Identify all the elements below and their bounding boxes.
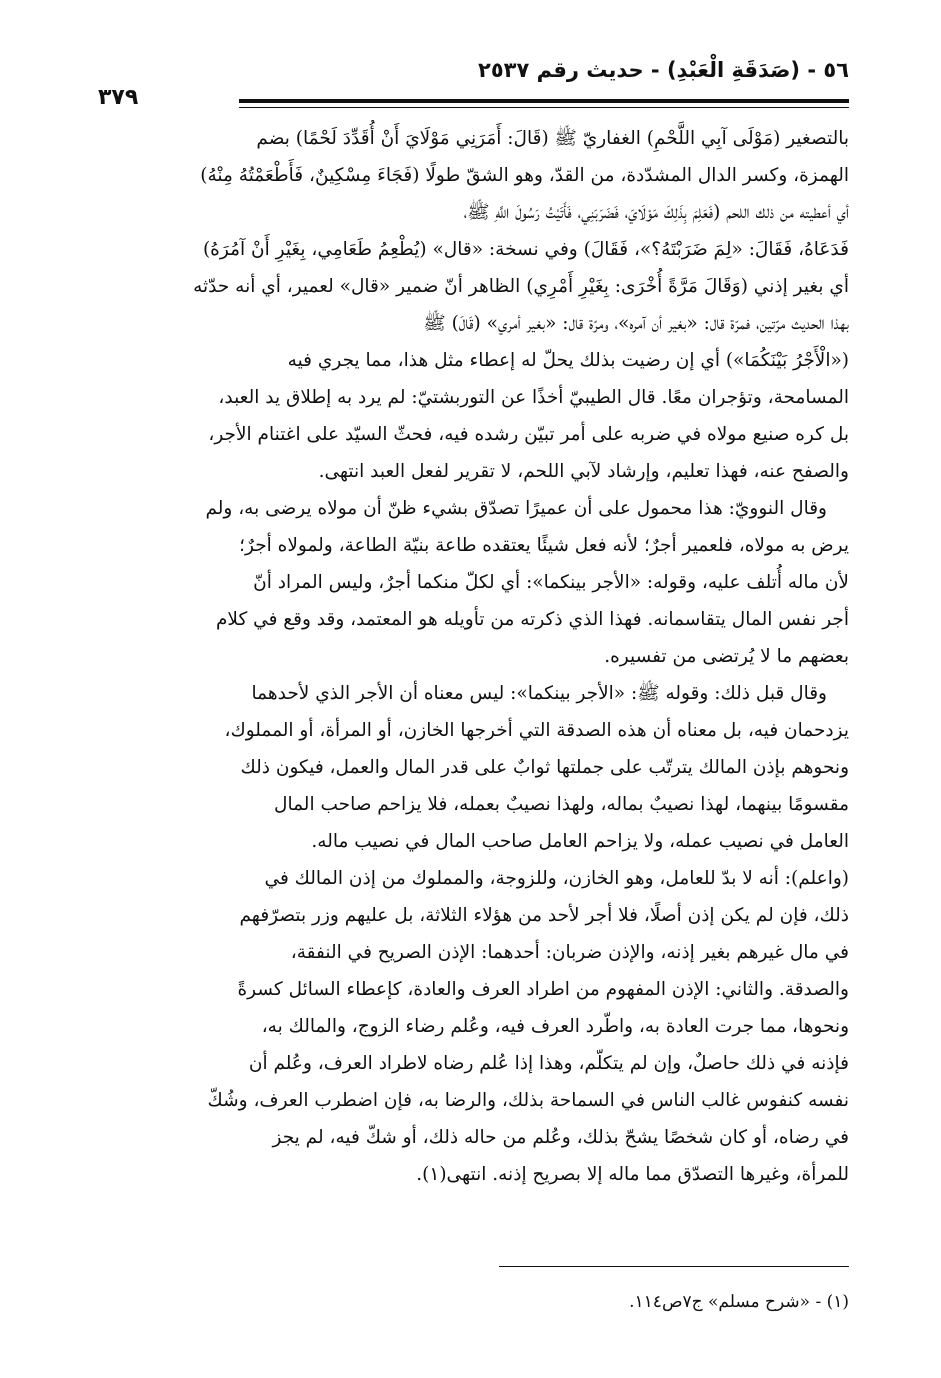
text-line: ذلك، فإن لم يكن إذن أصلًا، فلا أجر لأحد من هؤلاء الثلاثة، بل عليهم وزر بتصرّفهم (239, 905, 849, 926)
body-text (101, 120, 849, 1193)
text-line: العامل في نصيب عمله، ولا يزاحم العامل صاحب المال في نصيب ماله. (311, 831, 849, 852)
text-line: مقسومًا بينهما، لهذا نصيبٌ بماله، ولهذا نصيبٌ بعمله، فلا يزاحم صاحب المال (274, 794, 849, 815)
text-line: يزدحمان فيه، بل معناه أن هذه الصدقة التي أخرجها الخازن، أو المرأة، أو المملوك، (224, 720, 849, 741)
text-line: والصدقة. والثاني: الإذن المفهوم من اطراد العرف والعادة، كإعطاء السائل كسرةً (237, 979, 849, 1000)
header-rule (239, 99, 849, 103)
text-line: الهمزة، وكسر الدال المشدّدة، من القدّ، وهو الشقّ طولًا (فَجَاءَ مِسْكِينٌ، فَأَطْعَمْتُهُ مِنْهُ) (200, 165, 849, 186)
text-line: فإذنه في ذلك حاصلٌ، وإن لم يتكلّم، وهذا إذا عُلم رضاه لاطراد العرف، وعُلم أن (248, 1053, 849, 1074)
header-rule-thin (239, 107, 849, 108)
text-line: للمرأة، وغيرها التصدّق مما ماله إلا بصريح إذنه. انتهى(١). (416, 1164, 849, 1185)
text-line: أي بغير إذني (وَقَالَ مَرَّةً أُخْرَى: بِغَيْرِ أَمْرِي) الظاهر أنّ ضمير «قال» لعمير، أي أنه حدّثه (193, 276, 849, 297)
running-header: ٥٦ - (صَدَقَةِ الْعَبْدِ) - حديث رقم ٢٥٣٧ (478, 58, 849, 82)
text-line: يرض به مولاه، فلعمير أجرٌ؛ لأنه فعل شيئًا يعتقده طاعة بنيّة الطاعة، ولمولاه أجرٌ؛ (239, 535, 849, 556)
text-line: فَدَعَاهُ، فَقَالَ: «لِمَ ضَرَبْتَهُ؟»، فَقَالَ) وفي نسخة: «قال» (يُطْعِمُ طَعَامِي، بِغَيْرِ أَنْ آمُرَهُ) (202, 239, 849, 260)
text-line: (واعلم): أنه لا بدّ للعامل، وهو الخازن، وللزوجة، والمملوك من إذن المالك في (264, 868, 849, 889)
text-line: بالتصغير (مَوْلَى آبِي اللَّحْمِ) الغفاريّ ﷺ (قَالَ: أَمَرَنِي مَوْلَايَ أَنْ أُقَدِّدَ لَحْمًا) بضم (256, 128, 849, 149)
text-line: وقال النوويّ: هذا محمول على أن عميرًا تصدّق بشيء ظنّ أن مولاه يرضى به، ولم (205, 498, 827, 519)
text-line: المسامحة، وتؤجران معًا. قال الطيبيّ أخذًا عن التوربشتيّ: لم يرد به إطلاق يد العبد، (218, 387, 849, 408)
text-line: في مال غيرهم بغير إذنه، والإذن ضربان: أحدهما: الإذن الصريح في النفقة، (290, 942, 849, 963)
text-line: بل كره صنيع مولاه في ضربه على أمر تبيّن رشده فيه، فحثّ السيّد على اغتنام الأجر، (208, 424, 849, 445)
text-line: لأن ماله أُتلف عليه، وقوله: «الأجر بينكما»: أي لكلّ منكما أجرٌ، وليس المراد أنّ (253, 572, 849, 593)
footnote: (١) - «شرح مسلم» ج٧ص١١٤. (629, 1292, 849, 1312)
text-line: ونحوها، مما جرت العادة به، واطّرد العرف فيه، وعُلم رضاء الزوج، والمالك به، (261, 1016, 849, 1037)
text-line: ونحوهم بإذن المالك يترتّب على جملتها ثوابٌ على قدر المال والعمل، فيكون ذلك (240, 757, 849, 778)
text-line: بهذا الحديث مرّتين، فمرّة قال: «بغير أن آمره»، ومرّة قال: «بغير أمري» (قَالَ) ﷺ (423, 313, 849, 334)
text-line: أي أعطيته من ذلك اللحم (فَعَلِمَ بِذَلِكَ مَوْلَايَ، فَضَرَبَنِي، فَأَتَيْتُ رَسُولَ اللَّهِ ﷺ، (463, 202, 849, 223)
text-line: بعضهم ما لا يُرتضى من تفسيره. (604, 646, 849, 667)
text-line: في رضاه، أو كان شخصًا يشحّ بذلك، وعُلم من حاله ذلك، أو شكّ فيه، لم يجز (272, 1127, 849, 1148)
text-line: والصفح عنه، فهذا تعليم، وإرشاد لآبي اللحم، لا تقرير لفعل العبد انتهى. (318, 461, 849, 482)
text-line: نفسه كنفوس غالب الناس في السماحة بذلك، والرضا به، فإن اضطرب العرف، وشُكّ (207, 1090, 849, 1111)
footnote-rule (499, 1266, 849, 1267)
text-line: وقال قبل ذلك: وقوله ﷺ: «الأجر بينكما»: ليس معناه أن الأجر الذي لأحدهما (251, 683, 827, 704)
text-line: أجر نفس المال يتقاسمانه. فهذا الذي ذكرته من تأويله هو المعتمد، وقد وقع في كلام (215, 609, 849, 630)
text-line: («الْأَجْرُ بَيْنَكُمَا») أي إن رضيت بذلك يحلّ له إعطاء مثل هذا، مما يجري فيه (287, 350, 849, 371)
page-number: ٣٧٩ (98, 85, 139, 110)
